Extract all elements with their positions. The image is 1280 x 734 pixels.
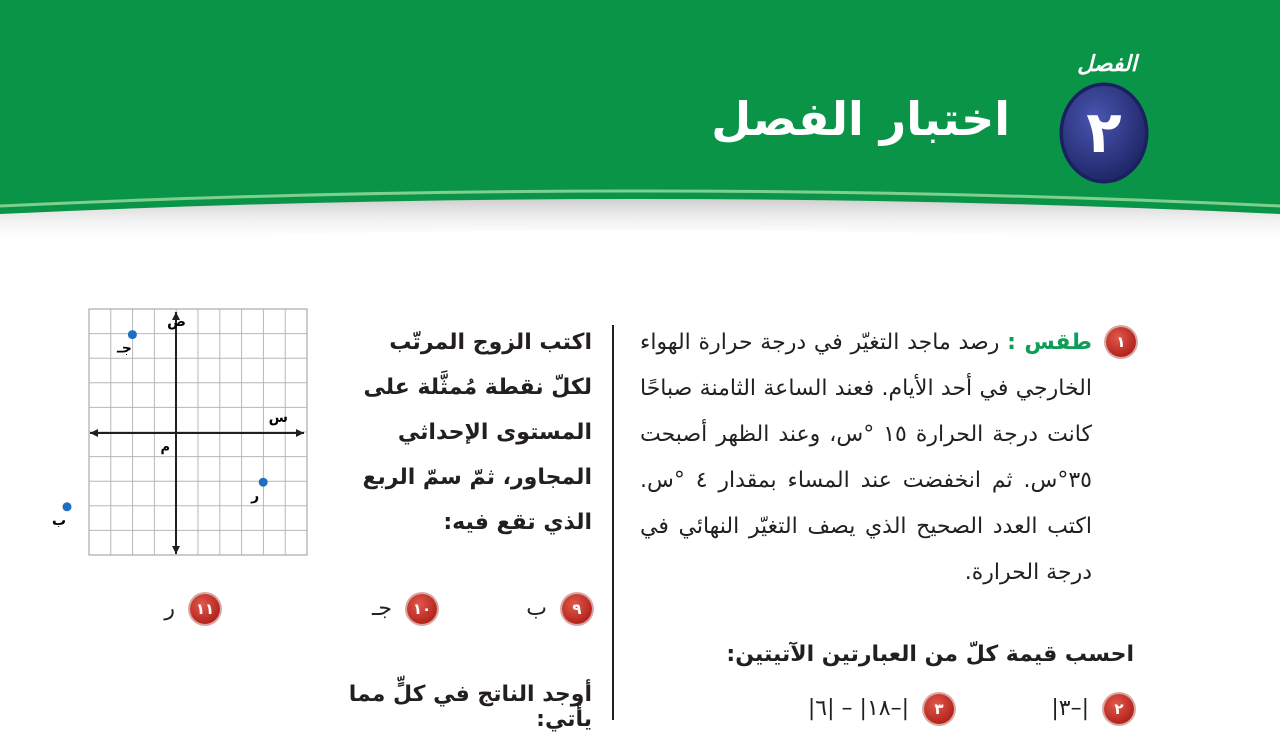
product-heading: أوجد الناتج في كلٍّ مما يأتي: [348,682,592,732]
chapter-header [0,0,1280,240]
problem-body: رصد ماجد التغيّر في درجة حرارة الهواء الخارجي في أحد الأيام. فعند الساعة الثامنة صباحًا كانت درجة الحرارة ١٥ °س، وعند الظهر أصبحت ٣٥°س. ثم انخفضت عند المساء بمقدار ٤ °س. اكتب العدد الصحيح الذي يصف التغيّر النهائي في درجة الحرارة. [640,330,1092,585]
problem-number-badge: ٩ [562,594,592,624]
problem-number-badge: ١ [1106,327,1136,357]
coordinate-grid [51,308,310,558]
question-item [372,594,437,624]
chapter-label: الفصل [1077,52,1137,77]
point-questions [160,594,592,630]
question-item [526,594,592,624]
problem-1-text [640,320,1140,596]
evaluate-item [808,694,954,724]
origin-label: م [160,440,170,455]
problem-keyword: طقس : [1007,330,1092,355]
y-axis-label: ص [167,314,186,330]
problem-number-badge: ٢ [1104,694,1134,724]
problem-number-badge: ١٠ [407,594,437,624]
evaluate-items [740,694,1134,734]
evaluate-item [1051,694,1134,724]
evaluate-heading: احسب قيمة كلّ من العبارتين الآتيتين: [726,642,1134,667]
column-divider [612,325,614,720]
point-label: جـ [116,340,132,357]
point-label: ب [526,596,547,621]
page-title: اختبار الفصل [711,92,1010,146]
plotted-point [63,502,72,511]
x-axis-label: س [268,410,288,426]
chapter-number: ٢ [1086,98,1122,166]
question-item [164,594,220,624]
plotted-point [259,478,268,487]
problem-number-badge: ٣ [924,694,954,724]
point-label: ر [251,488,260,505]
plotted-point [128,330,137,339]
point-label: ر [164,596,175,621]
problem-1 [640,320,1140,596]
ordered-pairs-instruction: اكتب الزوج المرتّب لكلّ نقطة مُمثَّلة على المستوى الإحداثي المجاور، ثمّ سمّ الربع الذي تقع فيه: [362,330,592,535]
problem-number-badge: ١١ [190,594,220,624]
expression: |–١٨| – |٦| [807,696,909,721]
expression: |–٣| [1051,696,1089,721]
point-label: ب [51,512,67,529]
point-label: جـ [371,596,392,621]
